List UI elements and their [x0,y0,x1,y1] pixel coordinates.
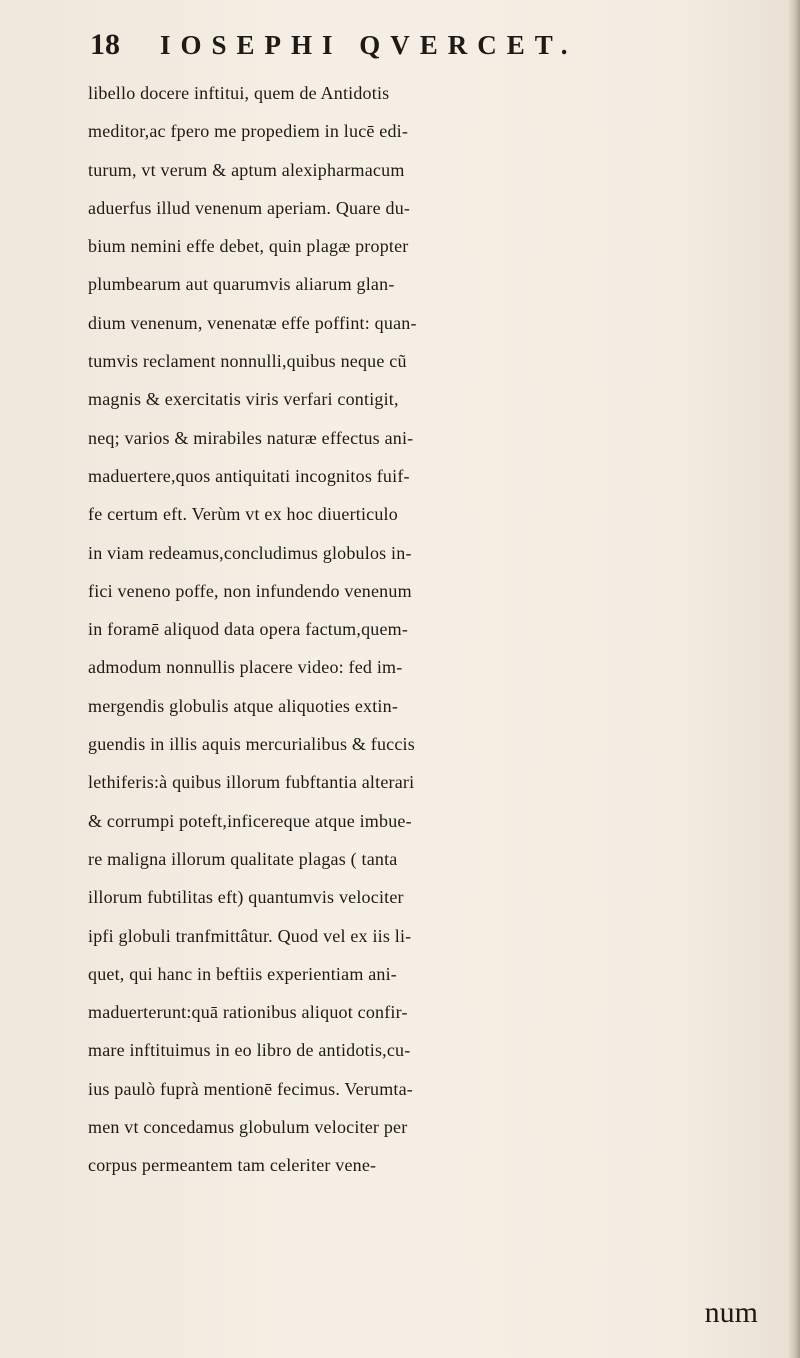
text-line: ipfi globuli tranfmittâtur. Quod vel ex iis li- [88,925,412,946]
catchword: num [704,1296,758,1329]
text-line: illorum fubtilitas eft) quantumvis velociter [88,887,404,908]
text-line: quet, qui hanc in beftiis experientiam ani- [88,963,398,984]
text-line: & corrumpi poteft,inficereque atque imbue- [88,810,412,831]
page-gutter-shadow [788,0,800,1358]
text-line: turum, vt verum & aptum alexipharmacum [88,159,405,180]
body-text [88,74,788,1185]
text-line: in viam redeamus,concludimus globulos in- [88,542,412,563]
running-head [90,28,770,70]
text-line: neq; varios & mirabiles naturæ effectus ani- [88,427,414,448]
page-number: 18 [90,28,120,61]
text-line: corpus permeantem tam celeriter vene- [88,1155,377,1176]
text-line: dium venenum, venenatæ effe poffint: quan- [88,312,417,333]
text-line: in foramē aliquod data opera factum,quem- [88,619,409,640]
text-line: meditor,ac fpero me propediem in lucē edi- [88,121,409,142]
text-line: tumvis reclament nonnulli,quibus neque cũ [88,351,407,372]
text-line: ius paulò fuprà mentionē fecimus. Verumta- [88,1078,413,1099]
text-line: maduertere,quos antiquitati incognitos fuif- [88,465,410,486]
text-line: maduerterunt:quā rationibus aliquot confir- [88,1002,408,1023]
text-line: mergendis globulis atque aliquoties extin- [88,695,399,716]
text-line: bium nemini effe debet, quin plagæ propter [88,236,409,257]
text-line: re maligna illorum qualitate plagas ( tanta [88,848,398,869]
running-head-title: IOSEPHI QVERCET. [160,30,578,60]
text-line: men vt concedamus globulum velociter per [88,1117,408,1138]
text-line: guendis in illis aquis mercurialibus & fuccis [88,734,415,755]
text-line: fe certum eft. Verùm vt ex hoc diuerticulo [88,504,398,525]
text-line: fici veneno poffe, non infundendo venenum [88,580,412,601]
text-line: lethiferis:à quibus illorum fubftantia alterari [88,772,415,793]
text-line: aduerfus illud venenum aperiam. Quare du- [88,197,411,218]
text-line: magnis & exercitatis viris verfari contigit, [88,389,399,410]
text-line: libello docere inftitui, quem de Antidotis [88,83,390,103]
text-line: admodum nonnullis placere video: fed im- [88,657,403,678]
text-line: plumbearum aut quarumvis aliarum glan- [88,274,395,295]
text-line: mare inftituimus in eo libro de antidotis,cu- [88,1040,411,1061]
